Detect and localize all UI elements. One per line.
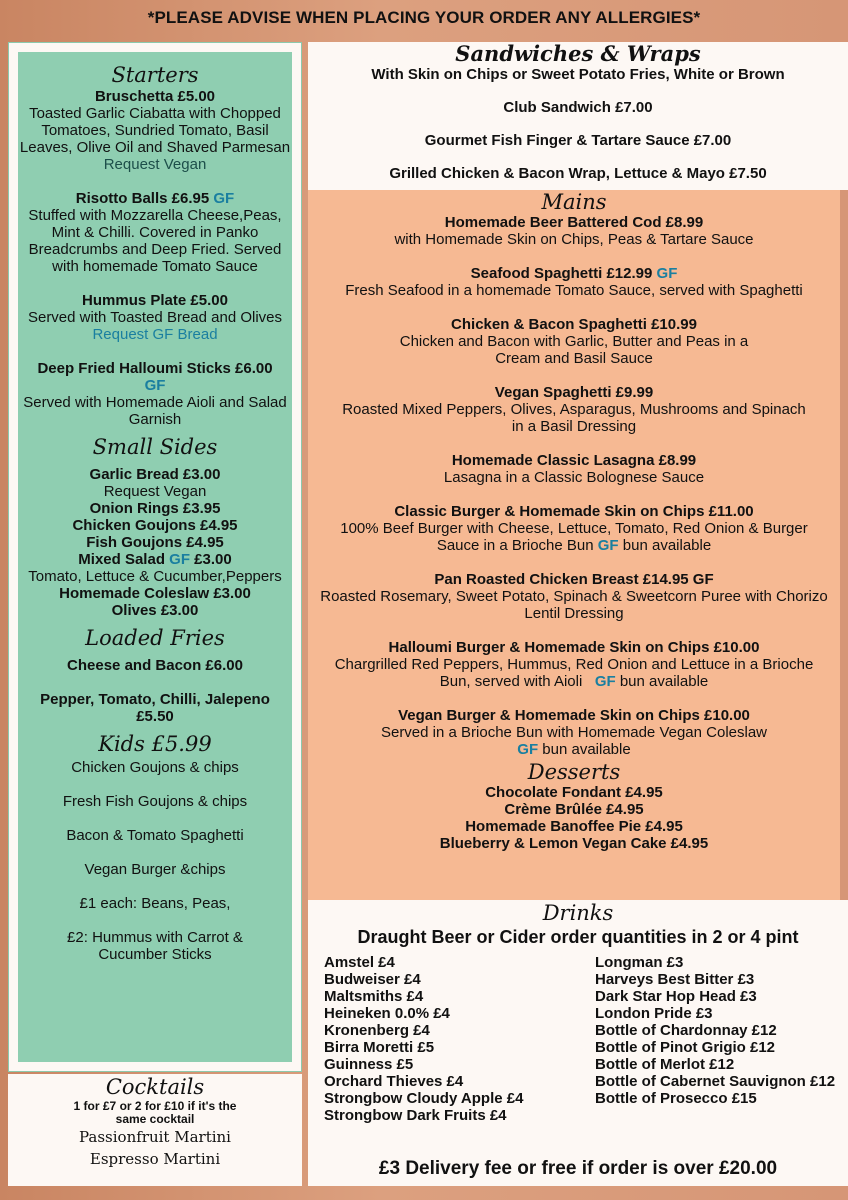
dish-name: Hummus Plate £5.00 [82,292,228,309]
dish-note: Request Vegan [103,156,207,173]
dish-desc: Roasted Mixed Peppers, Olives, Asparagus, Mushrooms and Spinach in a Basil Dressing [342,401,806,435]
dish-desc: Chicken and Bacon with Garlic, Butter and Peas in a Cream and Basil Sauce [399,333,749,367]
drink-item: Heineken 0.0% £4 [324,1005,450,1022]
mains-title: Mains [541,190,607,214]
dish-note: Request GF Bread [92,326,218,343]
dish-desc: Chargrilled Red Peppers, Hummus, Red Onion and Lettuce in a Brioche Bun, served with Aioli [334,656,814,690]
dish-desc-line [308,520,840,554]
main-halloumi-burger [308,639,840,690]
kids-item: Fresh Fish Goujons & chips [62,793,248,810]
side-fish-goujons: Fish Goujons £4.95 [86,534,224,551]
allergy-banner: *PLEASE ADVISE WHEN PLACING YOUR ORDER ANY ALLERGIES* [147,8,701,27]
dish-desc: Fresh Seafood in a homemade Tomato Sauce, served with Spaghetti [345,282,803,299]
dish-desc-line [308,656,840,690]
drink-item: Kronenberg £4 [324,1022,430,1039]
kids-item: £1 each: Beans, Peas, [79,895,231,912]
dish-desc: Served with Homemade Aioli and Salad Garnish [23,394,287,428]
mains-section [308,190,840,900]
dish-name: Homemade Classic Lasagna £8.99 [451,452,697,469]
gf-badge: GF [594,673,616,690]
dish-desc: with Homemade Skin on Chips, Peas & Tartare Sauce [394,231,754,248]
small-sides-list [18,466,292,619]
dish-name: Vegan Spaghetti £9.99 [494,384,654,401]
drinks-right-column [595,954,845,1124]
kids-item: Bacon & Tomato Spaghetti [66,827,244,844]
side-mixed-salad-price: £3.00 [194,551,232,568]
main-vegan-spaghetti [308,384,840,435]
sandwich-item: Gourmet Fish Finger & Tartare Sauce £7.00 [424,132,732,149]
drink-item: Strongbow Cloudy Apple £4 [324,1090,524,1107]
desserts-title: Desserts [527,760,621,784]
dish-desc: 100% Beef Burger with Cheese, Lettuce, Tomato, Red Onion & Burger Sauce in a Brioche Bun [340,520,808,554]
dish-desc: Roasted Rosemary, Sweet Potato, Spinach & Sweetcorn Puree with Chorizo Lentil Dressing [320,588,828,622]
dish-name: Seafood Spaghetti £12.99 [470,265,653,282]
dish-desc: Lasagna in a Classic Bolognese Sauce [443,469,705,486]
main-chicken-bacon [308,316,840,367]
fries-pepper: Pepper, Tomato, Chilli, Jalepeno £5.50 [40,691,270,725]
side-coleslaw: Homemade Coleslaw £3.00 [59,585,251,602]
side-chicken-goujons: Chicken Goujons £4.95 [72,517,238,534]
dish-name: Homemade Beer Battered Cod £8.99 [444,214,704,231]
sandwiches-section [308,42,848,190]
starter-bruschetta [18,88,292,173]
gf-badge: GF [597,537,619,554]
side-mixed-salad-name: Mixed Salad [78,551,165,568]
cocktails-title: Cocktails [105,1075,205,1099]
cocktails-section [8,1074,302,1186]
dessert-item: Homemade Banoffee Pie £4.95 [465,818,683,835]
kids-item: £2: Hummus with Carrot & Cucumber Sticks [67,929,243,963]
main-classic-burger [308,503,840,554]
dessert-item: Blueberry & Lemon Vegan Cake £4.95 [439,835,709,852]
cocktails-offer: 1 for £7 or 2 for £10 if it's the same cocktail [73,1099,237,1126]
dish-desc: Stuffed with Mozzarella Cheese,Peas, Mint & Chilli. Covered in Panko Breadcrumbs and Deep Fried. Served with homemade Tomato Sauce [28,207,282,275]
drink-item: Bottle of Prosecco £15 [595,1090,757,1107]
dish-name: Bruschetta £5.00 [94,88,216,105]
gf-badge: GF [144,377,166,394]
dish-gf-line [308,741,840,758]
dish-name: Risotto Balls £6.95 [75,190,210,207]
sandwiches-subtitle: With Skin on Chips or Sweet Potato Fries, White or Brown [371,66,785,83]
drink-item: Longman £3 [595,954,684,971]
dish-name: Deep Fried Halloumi Sticks £6.00 [37,360,273,377]
starters-title: Starters [111,63,199,87]
dish-name: Vegan Burger & Homemade Skin on Chips £10.00 [398,707,750,724]
cocktail-item: Espresso Martini [89,1150,221,1168]
dish-name-line [18,190,292,207]
drink-item: Amstel £4 [324,954,395,971]
starter-risotto [18,190,292,275]
drink-item: Birra Moretti £5 [324,1039,435,1056]
gf-badge: GF [656,265,678,282]
side-onion-rings: Onion Rings £3.95 [89,500,221,517]
small-sides-title: Small Sides [92,435,218,459]
drinks-section [308,900,848,1186]
drink-item: Orchard Thieves £4 [324,1073,464,1090]
gf-badge: GF [169,551,190,568]
drink-item: Budweiser £4 [324,971,421,988]
dish-name: Pan Roasted Chicken Breast £14.95 GF [434,571,714,588]
drink-item: Bottle of Chardonnay £12 [595,1022,777,1039]
sandwich-item: Grilled Chicken & Bacon Wrap, Lettuce & Mayo £7.50 [389,165,767,182]
drinks-title: Drinks [542,901,614,925]
gf-badge: GF [517,741,539,758]
side-mixed-salad-desc: Tomato, Lettuce & Cucumber,Peppers [28,568,282,585]
loaded-fries-title: Loaded Fries [85,626,225,650]
side-garlic-note: Request Vegan [103,483,207,500]
delivery-note: £3 Delivery fee or free if order is over £20.00 [378,1158,778,1179]
main-lasagna [308,452,840,486]
gf-suffix: bun available [542,741,631,758]
drink-item: Bottle of Merlot £12 [595,1056,735,1073]
side-mixed-salad [18,551,292,568]
dessert-item: Crème Brûlée £4.95 [504,801,644,818]
fries-cheese-bacon: Cheese and Bacon £6.00 [67,657,243,674]
drink-item: Dark Star Hop Head £3 [595,988,757,1005]
sandwich-item: Club Sandwich £7.00 [503,99,653,116]
sandwiches-title: Sandwiches & Wraps [455,41,701,66]
gf-suffix: bun available [622,537,712,554]
dish-desc: Served with Toasted Bread and Olives [27,309,283,326]
drink-item: Bottle of Cabernet Sauvignon £12 [595,1073,836,1090]
drink-item: London Pride £3 [595,1005,713,1022]
dessert-item: Chocolate Fondant £4.95 [485,784,663,801]
dish-desc: Served in a Brioche Bun with Homemade Vegan Coleslaw [380,724,768,741]
drink-item: Guinness £5 [324,1056,414,1073]
dish-desc: Toasted Garlic Ciabatta with Chopped Tomatoes, Sundried Tomato, Basil Leaves, Olive Oil and Shaved Parmesan [19,105,291,156]
kids-item: Vegan Burger &chips [84,861,226,878]
drink-item: Bottle of Pinot Grigio £12 [595,1039,776,1056]
drink-item: Harveys Best Bitter £3 [595,971,755,988]
main-cod [308,214,840,248]
drink-item: Strongbow Dark Fruits £4 [324,1107,507,1124]
cocktail-item: Passionfruit Martini [79,1128,231,1146]
gf-badge: GF [213,190,235,207]
side-garlic-bread: Garlic Bread £3.00 [89,466,221,483]
side-olives: Olives £3.00 [111,602,199,619]
kids-title: Kids £5.99 [98,732,212,756]
dish-name-line [308,265,840,282]
kids-item: Chicken Goujons & chips [71,759,239,776]
gf-suffix: bun available [619,673,709,690]
dish-name: Halloumi Burger & Homemade Skin on Chips £10.00 [388,639,760,656]
drink-item: Maltsmiths £4 [324,988,424,1005]
main-vegan-burger [308,707,840,758]
starters-panel [18,52,292,1062]
drinks-columns [308,954,848,1124]
drinks-subtitle: Draught Beer or Cider order quantities in 2 or 4 pint [357,927,799,947]
dish-name: Classic Burger & Homemade Skin on Chips £11.00 [394,503,754,520]
dish-name: Chicken & Bacon Spaghetti £10.99 [451,316,697,333]
starter-hummus [18,292,292,343]
main-seafood [308,265,840,299]
drinks-left-column [324,954,595,1124]
main-chicken-breast [308,571,840,622]
starter-halloumi [18,360,292,428]
